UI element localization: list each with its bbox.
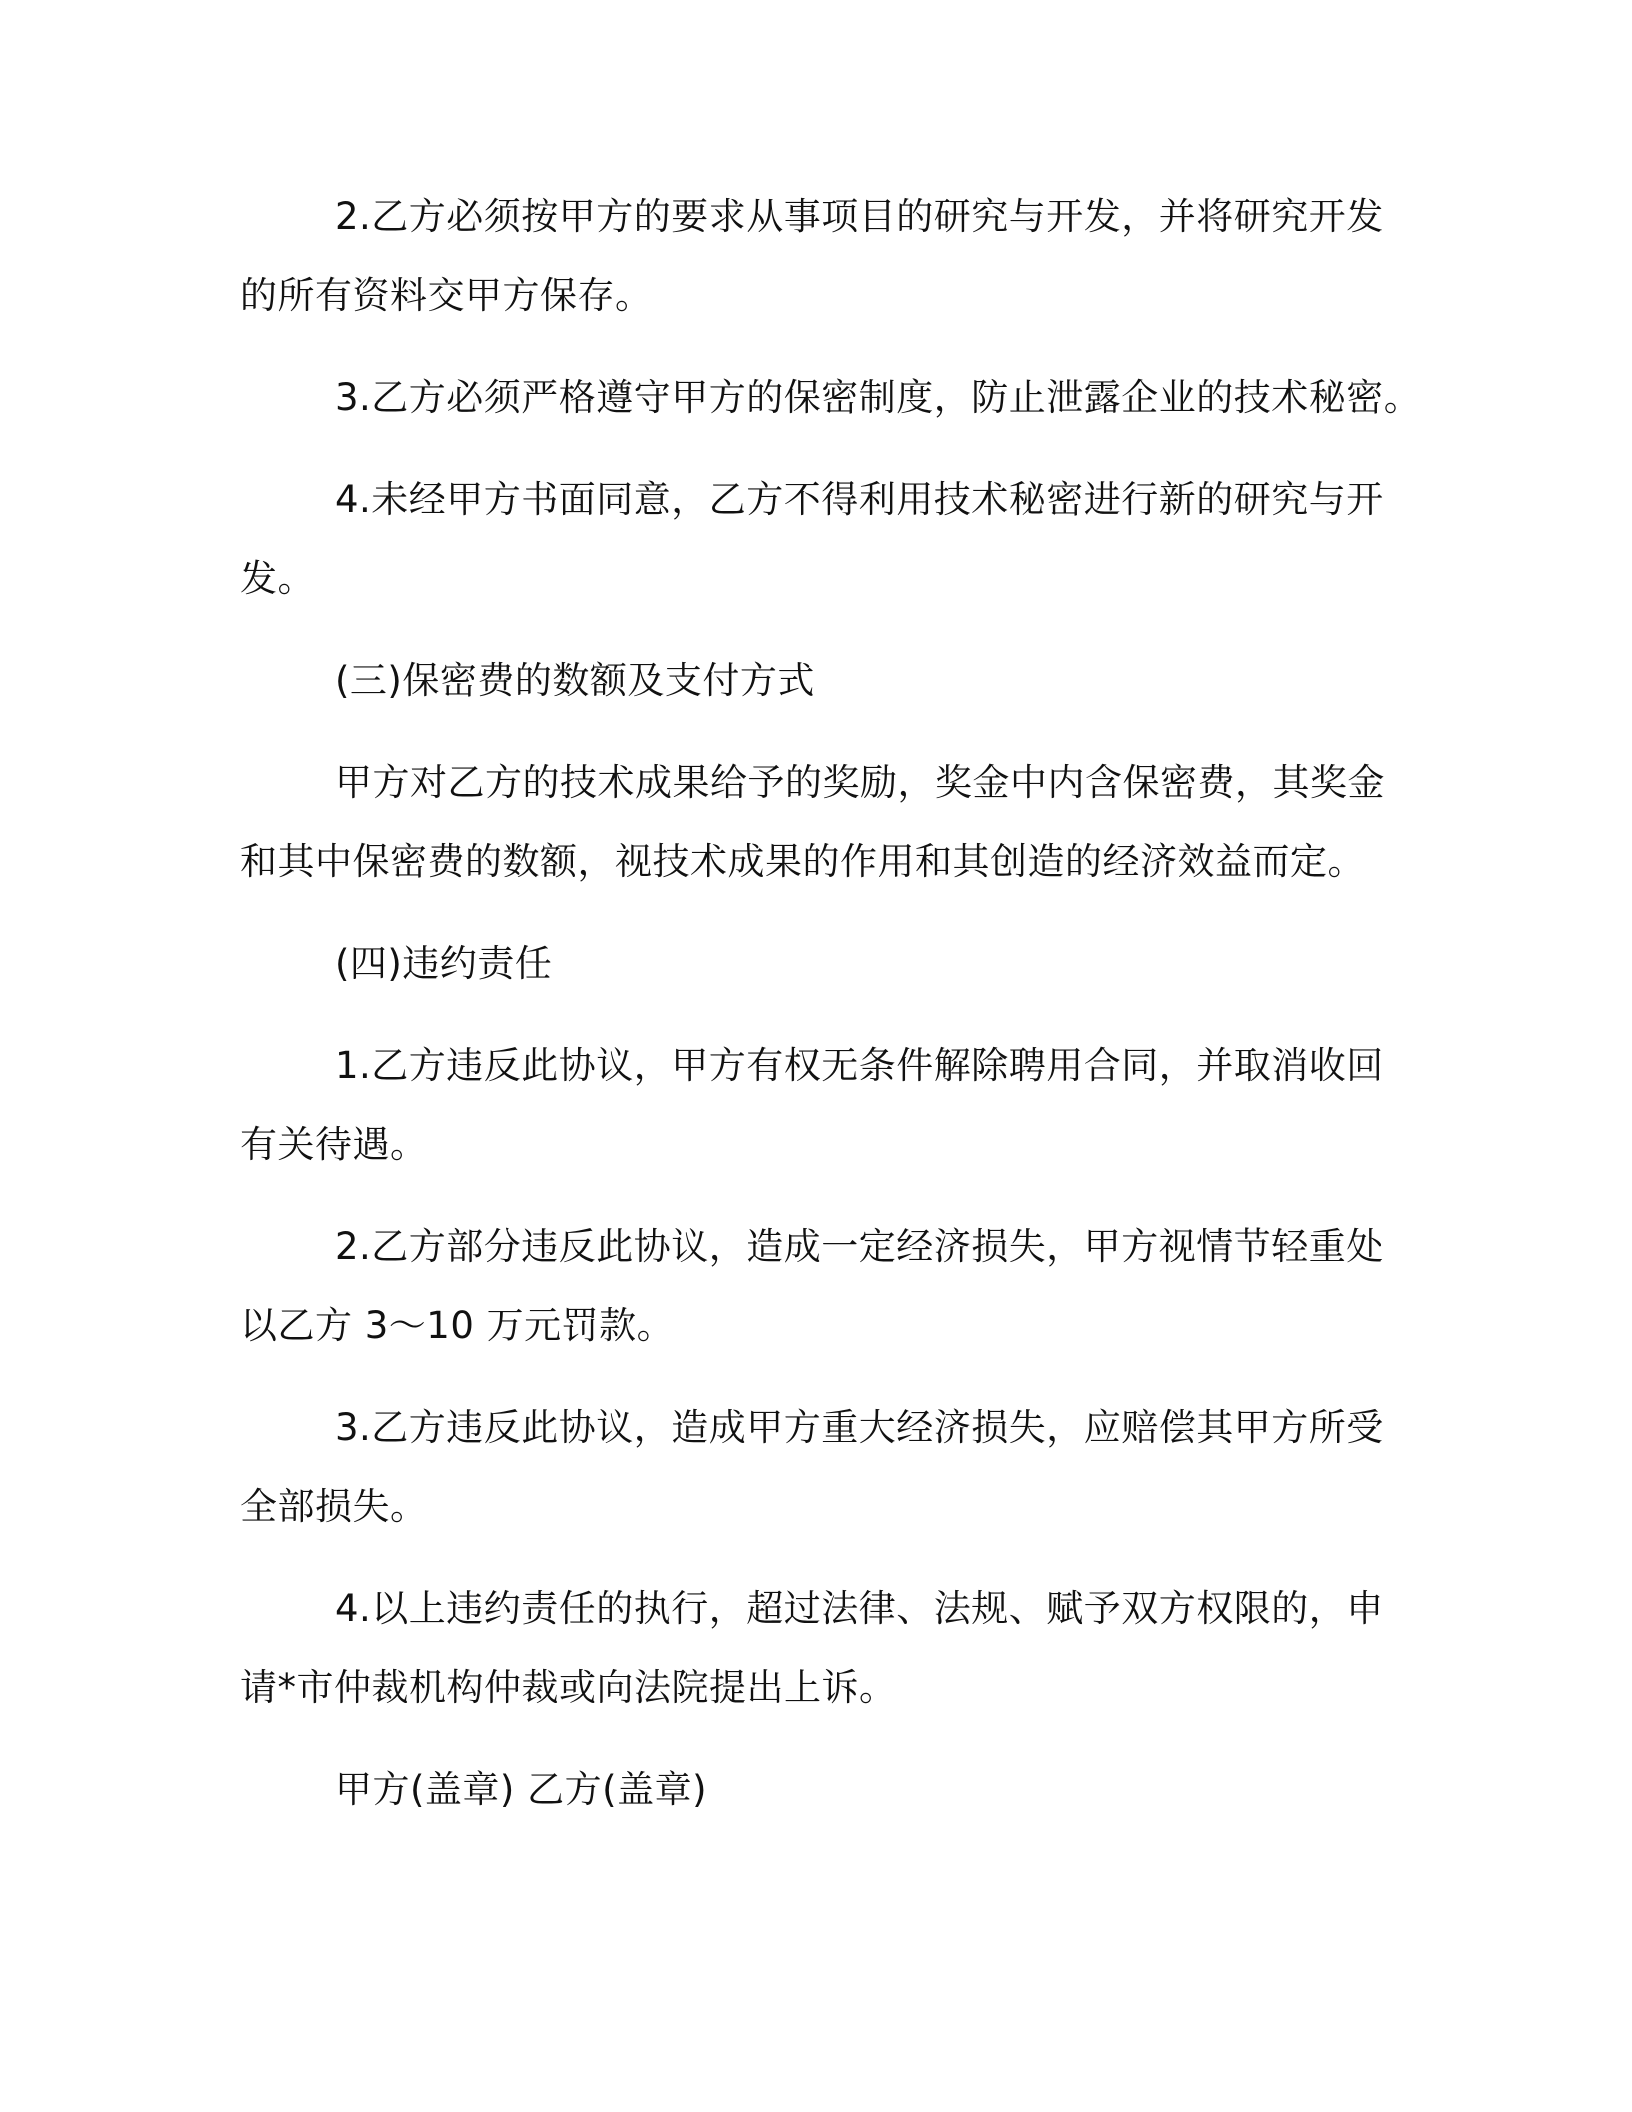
paragraph-line: 以乙方 3～10 万元罚款。 xyxy=(240,1304,675,1347)
paragraph-line: 请*市仲裁机构仲裁或向法院提出上诉。 xyxy=(240,1666,897,1709)
paragraph-line: 3.乙方必须严格遵守甲方的保密制度，防止泄露企业的技术秘密。 xyxy=(335,376,1422,419)
paragraph-line: 4.以上违约责任的执行，超过法律、法规、赋予双方权限的，申 xyxy=(335,1587,1384,1630)
paragraph-line: 4.未经甲方书面同意，乙方不得利用技术秘密进行新的研究与开 xyxy=(335,478,1384,521)
paragraph-line: 1.乙方违反此协议，甲方有权无条件解除聘用合同，并取消收回 xyxy=(335,1044,1384,1087)
paragraph-line: 有关待遇。 xyxy=(240,1123,428,1166)
paragraph-line: 和其中保密费的数额，视技术成果的作用和其创造的经济效益而定。 xyxy=(240,840,1365,883)
paragraph-line: 发。 xyxy=(240,557,315,600)
paragraph-line: 2.乙方必须按甲方的要求从事项目的研究与开发，并将研究开发 xyxy=(335,195,1384,238)
paragraph-line: 全部损失。 xyxy=(240,1485,428,1528)
paragraph-line: 2.乙方部分违反此协议，造成一定经济损失，甲方视情节轻重处 xyxy=(335,1225,1384,1268)
section-heading: (四)违约责任 xyxy=(335,942,553,985)
paragraph-line: 3.乙方违反此协议，造成甲方重大经济损失，应赔偿其甲方所受 xyxy=(335,1406,1384,1449)
paragraph-line: 的所有资料交甲方保存。 xyxy=(240,274,653,317)
paragraph-line: 甲方对乙方的技术成果给予的奖励，奖金中内含保密费，其奖金 xyxy=(335,761,1385,804)
section-heading: (三)保密费的数额及支付方式 xyxy=(335,659,815,702)
signature-line: 甲方(盖章) 乙方(盖章) xyxy=(335,1768,708,1811)
